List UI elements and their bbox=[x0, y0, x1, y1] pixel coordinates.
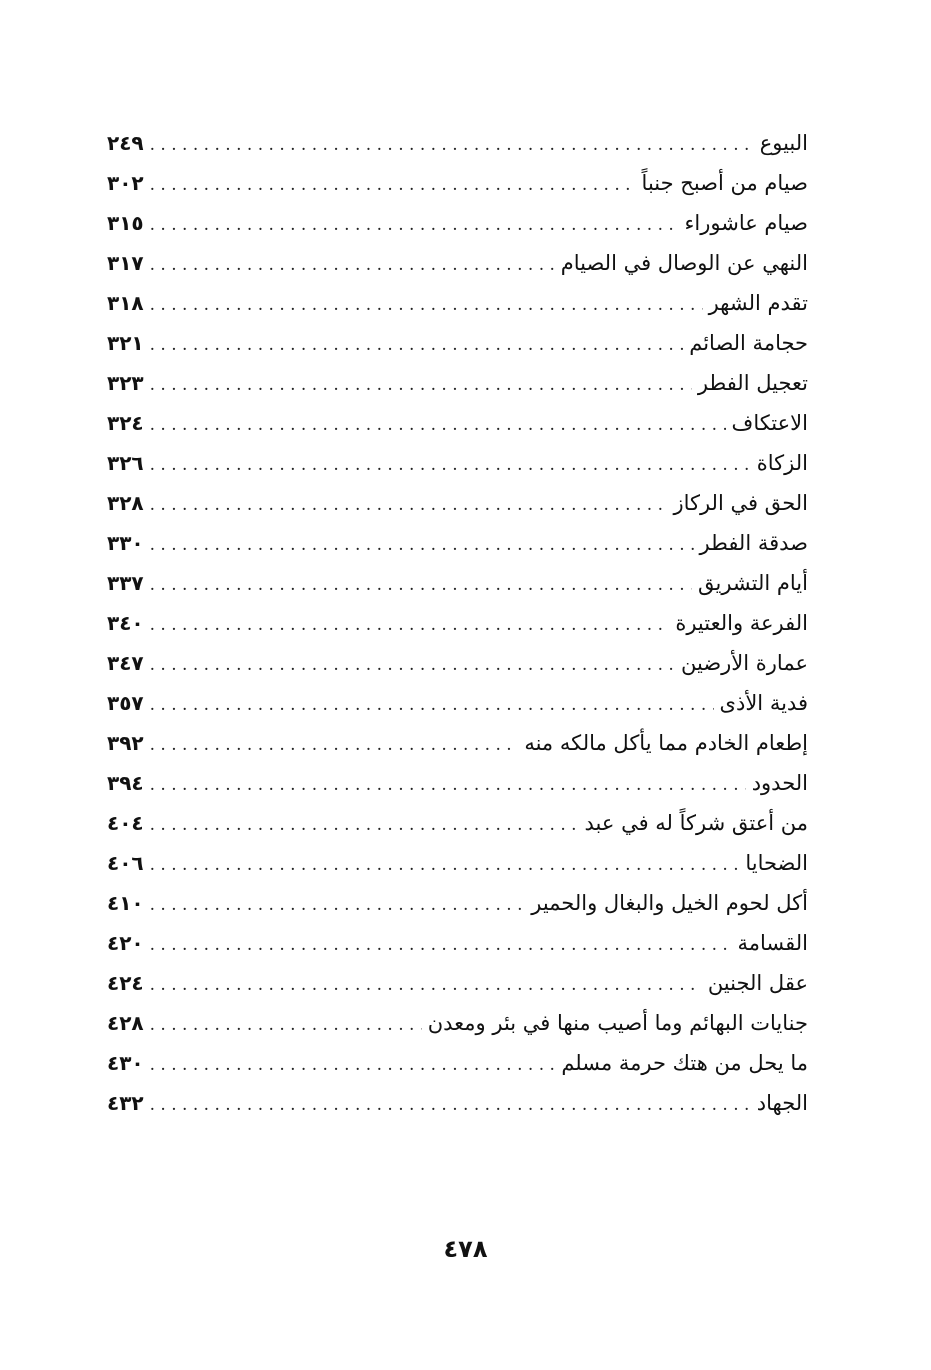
toc-entry-page: ٤٠٤ bbox=[107, 811, 144, 835]
toc-entry-title: البيوع bbox=[759, 131, 808, 155]
dot-leader bbox=[150, 165, 636, 205]
toc-entry bbox=[107, 563, 808, 603]
toc-entry-page: ٣١٧ bbox=[107, 251, 144, 275]
dot-leader bbox=[150, 325, 684, 365]
toc-entry-page: ٣٣٠ bbox=[107, 531, 144, 555]
toc-entry bbox=[107, 283, 808, 323]
toc-entry bbox=[107, 243, 808, 283]
toc-entry bbox=[107, 723, 808, 763]
toc-entry-title: ما يحل من هتك حرمة مسلم bbox=[561, 1051, 808, 1075]
dot-leader bbox=[150, 125, 754, 165]
toc-entry-title: عمارة الأرضين bbox=[681, 651, 808, 675]
toc-entry bbox=[107, 603, 808, 643]
toc-entry-title: فدية الأذى bbox=[719, 691, 808, 715]
toc-entry-page: ٣٩٤ bbox=[107, 771, 144, 795]
toc-entry-title: الحق في الركاز bbox=[673, 491, 808, 515]
toc-entry-title: القسامة bbox=[737, 931, 808, 955]
toc-entry-title: الاعتكاف bbox=[731, 411, 808, 435]
toc-entry-page: ٣٢٤ bbox=[107, 411, 144, 435]
toc-entry-title: عقل الجنين bbox=[707, 971, 808, 995]
dot-leader bbox=[150, 1085, 751, 1125]
toc-entry-page: ٣٢٣ bbox=[107, 371, 144, 395]
toc-entry-title: الفرعة والعتيرة bbox=[675, 611, 808, 635]
dot-leader bbox=[150, 565, 692, 605]
toc-entry-page: ٣٣٧ bbox=[107, 571, 144, 595]
toc-entry bbox=[107, 883, 808, 923]
toc-entry-page: ٤٠٦ bbox=[107, 851, 144, 875]
toc-entry-title: أيام التشريق bbox=[697, 571, 808, 595]
toc-entry bbox=[107, 363, 808, 403]
table-of-contents bbox=[107, 123, 808, 1123]
toc-entry bbox=[107, 643, 808, 683]
toc-entry-title: صيام عاشوراء bbox=[684, 211, 808, 235]
toc-entry-title: من أعتق شركاً له في عبد bbox=[584, 811, 808, 835]
toc-entry-page: ٣٤٠ bbox=[107, 611, 144, 635]
dot-leader bbox=[150, 445, 751, 485]
toc-entry bbox=[107, 323, 808, 363]
toc-entry-title: الزكاة bbox=[756, 451, 808, 475]
toc-entry-title: صيام من أصبح جنباً bbox=[641, 171, 808, 195]
toc-entry-title: صدقة الفطر bbox=[699, 531, 808, 555]
toc-entry bbox=[107, 163, 808, 203]
toc-entry-page: ٣١٥ bbox=[107, 211, 144, 235]
toc-entry-page: ٤٢٤ bbox=[107, 971, 144, 995]
dot-leader bbox=[150, 645, 675, 685]
toc-entry bbox=[107, 1003, 808, 1043]
toc-entry bbox=[107, 763, 808, 803]
toc-entry bbox=[107, 523, 808, 563]
toc-entry bbox=[107, 443, 808, 483]
toc-entry-page: ٤١٠ bbox=[107, 891, 144, 915]
dot-leader bbox=[150, 845, 740, 885]
toc-entry-page: ٣٤٧ bbox=[107, 651, 144, 675]
dot-leader bbox=[150, 965, 702, 1005]
toc-entry bbox=[107, 1043, 808, 1083]
toc-entry-page: ٤٣٢ bbox=[107, 1091, 144, 1115]
toc-entry-page: ٣٥٧ bbox=[107, 691, 144, 715]
dot-leader bbox=[150, 205, 679, 245]
toc-entry-title: الحدود bbox=[751, 771, 808, 795]
toc-entry-title: الجهاد bbox=[756, 1091, 808, 1115]
toc-entry-page: ٣١٨ bbox=[107, 291, 144, 315]
dot-leader bbox=[150, 685, 714, 725]
toc-entry bbox=[107, 203, 808, 243]
toc-entry-page: ٣٠٢ bbox=[107, 171, 144, 195]
toc-entry bbox=[107, 483, 808, 523]
toc-entry-page: ٣٢٦ bbox=[107, 451, 144, 475]
toc-entry-title: النهي عن الوصال في الصيام bbox=[560, 251, 808, 275]
toc-entry-title: أكل لحوم الخيل والبغال والحمير bbox=[531, 891, 808, 915]
dot-leader bbox=[150, 925, 732, 965]
dot-leader bbox=[150, 245, 555, 285]
toc-entry-page: ٣٩٢ bbox=[107, 731, 144, 755]
toc-entry-page: ٢٤٩ bbox=[107, 131, 144, 155]
dot-leader bbox=[150, 525, 694, 565]
toc-entry-page: ٤٣٠ bbox=[107, 1051, 144, 1075]
toc-entry-title: حجامة الصائم bbox=[689, 331, 808, 355]
toc-entry-page: ٣٢٨ bbox=[107, 491, 144, 515]
toc-entry bbox=[107, 803, 808, 843]
dot-leader bbox=[150, 405, 726, 445]
dot-leader bbox=[150, 605, 670, 645]
dot-leader bbox=[150, 765, 746, 805]
dot-leader bbox=[150, 1045, 556, 1085]
page-number: ٤٧٨ bbox=[443, 1235, 488, 1263]
toc-entry-title: تقدم الشهر bbox=[708, 291, 808, 315]
toc-entry bbox=[107, 403, 808, 443]
toc-entry-title: تعجيل الفطر bbox=[697, 371, 808, 395]
dot-leader bbox=[150, 285, 703, 325]
toc-entry bbox=[107, 123, 808, 163]
toc-entry bbox=[107, 843, 808, 883]
dot-leader bbox=[150, 805, 579, 845]
toc-entry-page: ٤٢٠ bbox=[107, 931, 144, 955]
toc-entry-title: إطعام الخادم مما يأكل مالكه منه bbox=[524, 731, 808, 755]
toc-entry bbox=[107, 923, 808, 963]
toc-entry-title: الضحايا bbox=[745, 851, 808, 875]
dot-leader bbox=[150, 1005, 422, 1045]
toc-entry bbox=[107, 683, 808, 723]
toc-entry-page: ٤٢٨ bbox=[107, 1011, 144, 1035]
toc-entry-page: ٣٢١ bbox=[107, 331, 144, 355]
dot-leader bbox=[150, 725, 519, 765]
toc-entry-title: جنايات البهائم وما أصيب منها في بئر ومعدن bbox=[427, 1011, 808, 1035]
toc-entry bbox=[107, 1083, 808, 1123]
dot-leader bbox=[150, 885, 526, 925]
toc-entry bbox=[107, 963, 808, 1003]
dot-leader bbox=[150, 365, 692, 405]
dot-leader bbox=[150, 485, 668, 525]
